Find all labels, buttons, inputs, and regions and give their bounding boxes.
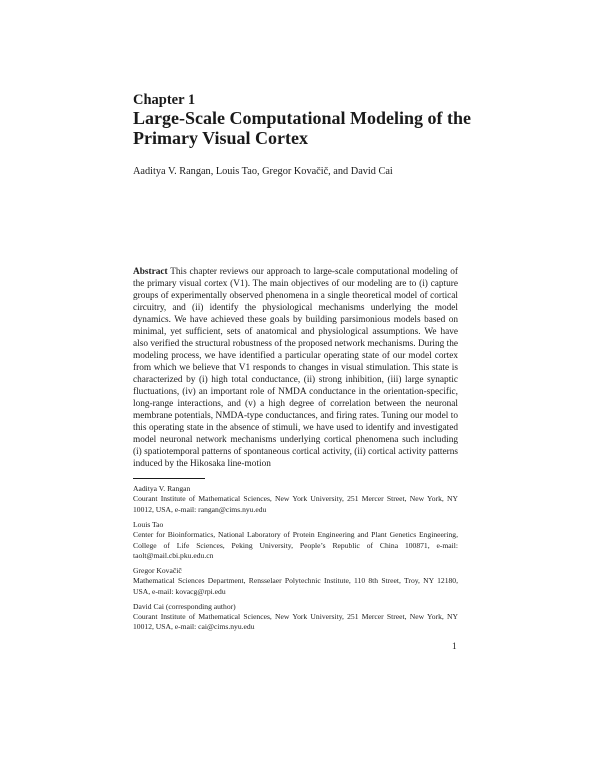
abstract-text: This chapter reviews our approach to large-scale computational modeling of the primary visual cortex (V1). The main objectives of our modeling are to (i) capture groups of experimentally observed phenomena in a single theoretical model of cortical circuitry, and (ii) identify the physiological mechanisms underlying the model dynamics. We have achieved these goals by building parsimonious models based on minimal, yet sufficient, sets of anatomical and physiological assumptions. We have also verified the structural robustness of the proposed network mechanisms. During the modeling process, we have identified a particular operating state of our model cortex from which we believe that V1 responds to changes in visual stimulation. This state is characterized by (i) high total conductance, (ii) strong inhibition, (iii) large synaptic fluctuations, (iv) an important role of NMDA conductance in the orientation-specific, long-range interactions, and (v) a high degree of correlation between the neuronal membrane potentials, NMDA-type conductances, and firing rates. Tuning our model to this operating state in the absence of stimuli, we have used to identify and investigated model neuronal network mechanisms underlying cortical phenomena such including (i) spatiotemporal patterns of spontaneous cortical activity, (ii) cortical activity patterns induced by the Hikosaka line-motion bbox=[133, 267, 458, 469]
affiliation-entry bbox=[133, 484, 458, 515]
page-number: 1 bbox=[452, 642, 457, 652]
abstract-label: Abstract bbox=[133, 267, 168, 277]
affiliation-name: Louis Tao bbox=[133, 519, 164, 529]
affiliation-detail: Courant Institute of Mathematical Sciences, New York University, 251 Mercer Street, New York, NY 10012, USA, e-mail: rangan@cims.nyu.edu bbox=[133, 494, 458, 514]
affiliation-entry bbox=[133, 566, 458, 597]
affiliations bbox=[133, 484, 458, 637]
author-list: Aaditya V. Rangan, Louis Tao, Gregor Kovačič, and David Cai bbox=[133, 166, 393, 177]
affiliation-name: Gregor Kovačič bbox=[133, 565, 182, 575]
footnote-divider bbox=[133, 478, 205, 479]
affiliation-detail: Courant Institute of Mathematical Sciences, New York University, 251 Mercer Street, New York, NY 10012, USA, e-mail: cai@cims.nyu.edu bbox=[133, 611, 458, 632]
affiliation-entry bbox=[133, 602, 458, 633]
chapter-title: Large-Scale Computational Modeling of the Primary Visual Cortex bbox=[133, 108, 471, 148]
affiliation-entry bbox=[133, 520, 458, 562]
affiliation-name: David Cai (corresponding author) bbox=[133, 601, 236, 611]
affiliation-detail: Center for Bioinformatics, National Laboratory of Protein Engineering and Plant Genetics Engineering, College of Life Sciences, Peking University, People’s Republic of China 100871, e-mail: taolt@mail.cbi.pku.edu.cn bbox=[133, 530, 458, 560]
abstract bbox=[133, 266, 458, 470]
affiliation-detail: Mathematical Sciences Department, Rensselaer Polytechnic Institute, 110 8th Street, Troy, NY 12180, USA, e-mail: kovacg@rpi.edu bbox=[133, 576, 458, 596]
affiliation-name: Aaditya V. Rangan bbox=[133, 484, 191, 493]
chapter-label: Chapter 1 bbox=[133, 92, 196, 108]
